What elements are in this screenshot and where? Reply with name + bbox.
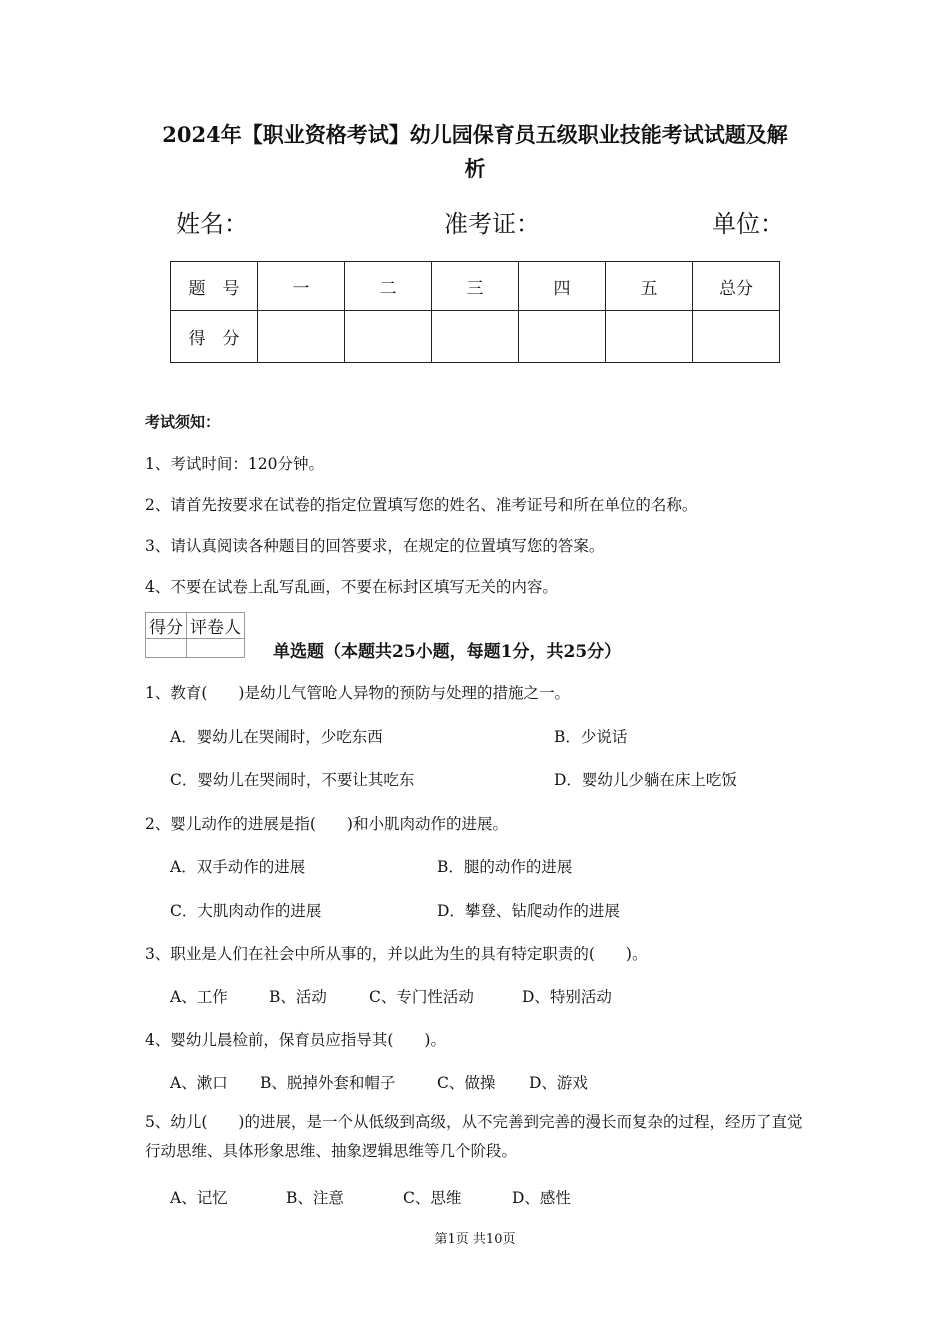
note-item: 4、不要在试卷上乱写乱画，不要在标封区填写无关的内容。	[145, 578, 558, 596]
notes-heading: 考试须知：	[145, 413, 221, 431]
score-header-cell: 二	[345, 262, 432, 311]
page-footer: 第1页 共10页	[434, 1232, 516, 1247]
grader-name-label: 评卷人	[187, 613, 245, 639]
question-option[interactable]: C、专门性活动	[369, 988, 474, 1006]
score-row-label: 得 分	[171, 311, 258, 363]
question-option[interactable]: D．攀登、钻爬动作的进展	[437, 902, 620, 920]
question-option[interactable]: D、感性	[512, 1189, 571, 1207]
question-option[interactable]: C、思维	[403, 1189, 462, 1207]
score-header-cell: 五	[606, 262, 693, 311]
grader-box	[145, 612, 245, 658]
note-item: 3、请认真阅读各种题目的回答要求，在规定的位置填写您的答案。	[145, 537, 605, 555]
question-option[interactable]: C、做操	[437, 1074, 496, 1092]
score-header-cell: 一	[258, 262, 345, 311]
note-item: 1、考试时间：120分钟。	[145, 455, 324, 473]
question-stem: 1、教育( )是幼儿气管呛人异物的预防与处理的措施之一。	[145, 684, 570, 702]
score-cell[interactable]	[432, 311, 519, 363]
score-header-cell: 四	[519, 262, 606, 311]
section-title: 单选题（本题共25小题，每题1分，共25分）	[273, 642, 622, 662]
question-stem: 5、幼儿( )的进展，是一个从低级到高级，从不完善到完善的漫长而复杂的过程，经历了直觉行动思维、具体形象思维、抽象逻辑思维等几个阶段。	[145, 1113, 803, 1160]
name-field-label: 姓名：	[176, 210, 248, 238]
score-table-header-row	[171, 262, 780, 311]
question-option[interactable]: D．婴幼儿少躺在床上吃饭	[554, 771, 737, 789]
question-option[interactable]: A、工作	[170, 988, 228, 1006]
question-option[interactable]: A．双手动作的进展	[170, 858, 306, 876]
exam-id-field-label: 准考证：	[444, 210, 540, 238]
question-option[interactable]: C．婴幼儿在哭闹时，不要让其吃东	[170, 771, 415, 789]
question-option[interactable]: A、漱口	[170, 1074, 228, 1092]
question-stem: 4、婴幼儿晨检前，保育员应指导其( )。	[145, 1031, 446, 1049]
score-cell[interactable]	[693, 311, 780, 363]
question-option[interactable]: B、脱掉外套和帽子	[260, 1074, 396, 1092]
question-option[interactable]: B、注意	[286, 1189, 344, 1207]
title-line-1: 2024年【职业资格考试】幼儿园保育员五级职业技能考试试题及解	[162, 122, 788, 147]
question-option[interactable]: B．腿的动作的进展	[437, 858, 573, 876]
question-stem: 3、职业是人们在社会中所从事的，并以此为生的具有特定职责的( )。	[145, 945, 648, 963]
score-header-cell: 题 号	[171, 262, 258, 311]
score-cell[interactable]	[345, 311, 432, 363]
grader-name-cell[interactable]	[187, 639, 245, 658]
score-cell[interactable]	[519, 311, 606, 363]
question-option[interactable]: D、游戏	[529, 1074, 588, 1092]
note-item: 2、请首先按要求在试卷的指定位置填写您的姓名、准考证号和所在单位的名称。	[145, 496, 698, 514]
question-option[interactable]: A．婴幼儿在哭闹时，少吃东西	[170, 728, 383, 746]
question-option[interactable]: B、活动	[269, 988, 327, 1006]
score-cell[interactable]	[606, 311, 693, 363]
question-option[interactable]: A、记忆	[170, 1189, 228, 1207]
unit-field-label: 单位：	[712, 210, 784, 238]
title-line-2: 析	[464, 156, 486, 181]
score-header-cell: 三	[432, 262, 519, 311]
grader-score-cell[interactable]	[146, 639, 187, 658]
question-option[interactable]: D、特别活动	[522, 988, 612, 1006]
question-option[interactable]: C．大肌肉动作的进展	[170, 902, 322, 920]
score-header-cell: 总分	[693, 262, 780, 311]
grader-score-label: 得分	[146, 613, 187, 639]
score-table-score-row	[171, 311, 780, 363]
score-cell[interactable]	[258, 311, 345, 363]
question-stem: 2、婴儿动作的进展是指( )和小肌肉动作的进展。	[145, 815, 508, 833]
question-option[interactable]: B．少说话	[554, 728, 628, 746]
score-table	[170, 261, 780, 363]
document-title	[0, 118, 950, 186]
